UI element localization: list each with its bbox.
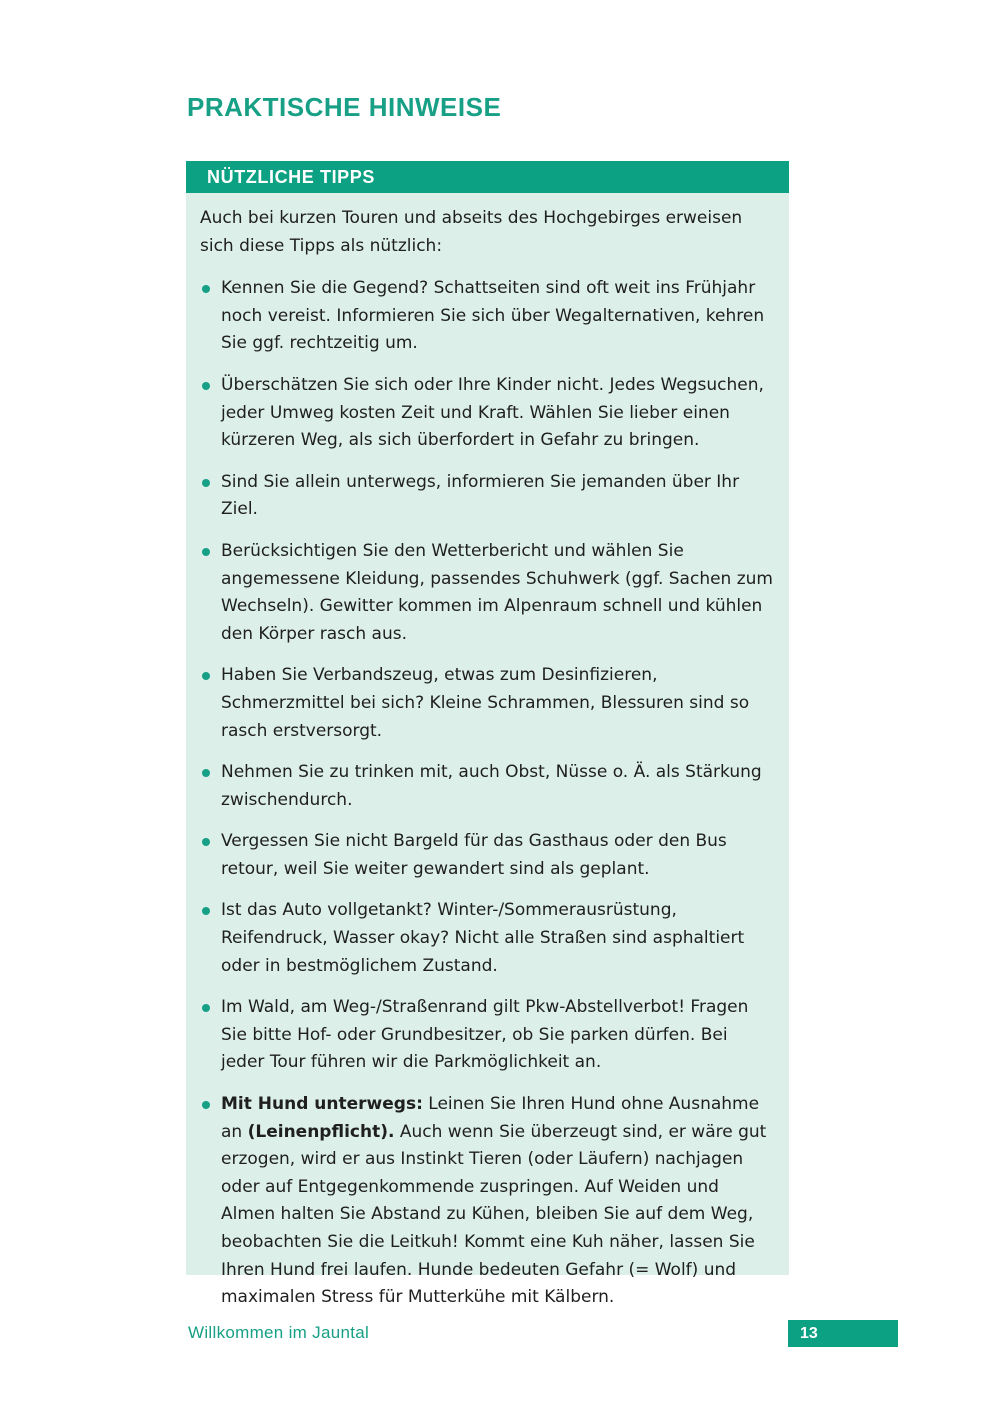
tips-body — [186, 193, 789, 1312]
bullet-icon — [202, 285, 210, 293]
list-item — [200, 372, 773, 455]
page-number: 13 — [800, 1324, 818, 1342]
list-item — [200, 1091, 773, 1312]
bullet-icon — [202, 672, 210, 680]
tip-text: Kennen Sie die Gegend? Schattseiten sind oft weit ins Frühjahr noch vereist. Informieren Sie sich über Wegalternativen, kehren Sie ggf. rechtzeitig um. — [221, 278, 765, 354]
tip-text: Sind Sie allein unterwegs, informieren Sie jemanden über Ihr Ziel. — [221, 471, 740, 520]
tip-text: Ist das Auto vollgetankt? Winter-/Sommerausrüstung, Reifendruck, Wasser okay? Nicht alle Straßen sind asphaltiert oder in bestmöglichem Zustand. — [221, 900, 745, 976]
bullet-icon — [202, 838, 210, 846]
bullet-icon — [202, 769, 210, 777]
tip-text: Vergessen Sie nicht Bargeld für das Gasthaus oder den Bus retour, weil Sie weiter gewandert sind als geplant. — [221, 831, 727, 879]
tips-box — [186, 161, 789, 1308]
tip-bold-lead: Mit Hund unterwegs: — [221, 1094, 423, 1115]
bullet-icon — [202, 548, 210, 556]
tips-heading: NÜTZLICHE TIPPS — [207, 166, 376, 187]
tip-text: Nehmen Sie zu trinken mit, auch Obst, Nüsse o. Ä. als Stärkung zwischendurch. — [221, 762, 762, 810]
tip-text-continued: Auch wenn Sie überzeugt sind, er wäre gut erzogen, wird er aus Instinkt Tieren (oder Läufern) nachjagen oder auf Entgegenkommende zuspringen. Auf Weiden und Almen halten Sie Abstand zu Kühen, bleiben Sie auf dem Weg, beobachten Sie die Leitkuh! Kommt eine Kuh näher, lassen Sie Ihren Hund frei laufen. Hunde bedeuten Gefahr (= Wolf) und maximalen Stress für Mutterkühe mit Kälbern. — [221, 1121, 767, 1308]
page-title: PRAKTISCHE HINWEISE — [187, 92, 502, 122]
bullet-icon — [202, 382, 210, 390]
list-item — [200, 275, 773, 358]
tip-bold-inline: (Leinenpflicht). — [247, 1121, 395, 1142]
footer-title: Willkommen im Jauntal — [188, 1323, 370, 1342]
page-number-box — [788, 1320, 898, 1347]
tip-text: Berücksichtigen Sie den Wetterbericht und wählen Sie angemessene Kleidung, passendes Schuhwerk (ggf. Sachen zum Wechseln). Gewitter kommen im Alpenraum schnell und kühlen den Körper rasch aus. — [221, 540, 773, 644]
bullet-icon — [202, 907, 210, 915]
bullet-icon — [202, 1101, 210, 1109]
list-item — [200, 759, 773, 814]
list-item — [200, 469, 773, 524]
list-item — [200, 994, 773, 1077]
list-item — [200, 538, 773, 648]
bullet-icon — [202, 1004, 210, 1012]
tip-text: Im Wald, am Weg-/Straßenrand gilt Pkw-Abstellverbot! Fragen Sie bitte Hof- oder Grundbesitzer, ob Sie parken dürfen. Bei jeder Tour führen wir die Parkmöglichkeit an. — [221, 997, 749, 1073]
tips-intro: Auch bei kurzen Touren und abseits des Hochgebirges erweisen sich diese Tipps als nützlich: — [200, 208, 743, 256]
tip-text: Haben Sie Verbandszeug, etwas zum Desinfizieren, Schmerzmittel bei sich? Kleine Schrammen, Blessuren sind so rasch erstversorgt. — [221, 665, 750, 741]
tip-text: Leinen Sie Ihren Hund ohne Ausnahme an — [221, 1094, 760, 1142]
list-item — [200, 828, 773, 883]
tips-header — [186, 161, 789, 193]
tip-text: Überschätzen Sie sich oder Ihre Kinder nicht. Jedes Wegsuchen, jeder Umweg kosten Zeit und Kraft. Wählen Sie lieber einen kürzeren Weg, als sich überfordert in Gefahr zu bringen. — [221, 374, 764, 451]
bullet-icon — [202, 479, 210, 487]
tips-list — [200, 275, 773, 1312]
list-item — [200, 662, 773, 745]
list-item — [200, 897, 773, 980]
